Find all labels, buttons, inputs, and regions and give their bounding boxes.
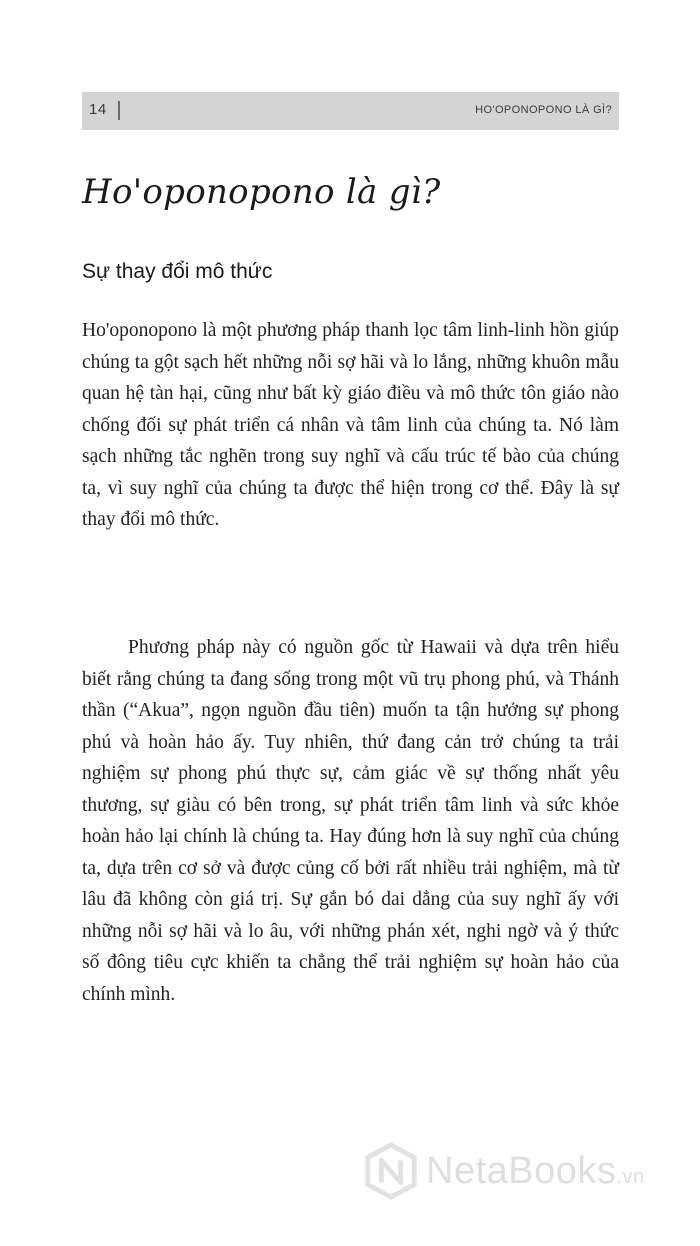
header-divider	[118, 101, 120, 120]
netabooks-logo-icon	[362, 1142, 420, 1200]
page-number: 14	[89, 101, 107, 118]
body-paragraph-2: Phương pháp này có nguồn gốc từ Hawaii và dựa trên hiểu biết rằng chúng ta đang sống trong một vũ trụ phong phú, và Thánh thần (“Akua”, ngọn nguồn đầu tiên) muốn ta tận hưởng sự phong phú và hoàn hảo ấy. Tuy nhiên, thứ đang cản trở chúng ta trải nghiệm sự phong phú thực sự, cảm giác về sự thống nhất yêu thương, sự giàu có bên trong, sự phát triển tâm linh và sức khỏe hoàn hảo lại chính là chúng ta. Hay đúng hơn là suy nghĩ của chúng ta, dựa trên cơ sở và được củng cố bởi rất nhiều trải nghiệm, mà từ lâu đã không còn giá trị. Sự gắn bó dai dẳng của suy nghĩ ấy với những nỗi sợ hãi và lo âu, với những phán xét, nghi ngờ và ý thức số đông tiêu cực khiến ta chẳng thể trải nghiệm sự hoàn hảo của chính mình.	[82, 637, 619, 1005]
running-header	[82, 92, 619, 130]
section-heading: Sự thay đổi mô thức	[82, 260, 273, 283]
running-head-title: HO'OPONOPONO LÀ GÌ?	[475, 104, 612, 116]
watermark-brand-text: NetaBooks.vn	[426, 1150, 645, 1192]
publisher-watermark	[362, 1140, 692, 1210]
chapter-title: Ho'oponopono là gì?	[82, 172, 441, 212]
body-paragraph-1: Ho'oponopono là một phương pháp thanh lọc tâm linh-linh hồn giúp chúng ta gột sạch hết những nỗi sợ hãi và lo lắng, những khuôn mẫu quan hệ tàn hại, cũng như bất kỳ giáo điều và mô thức tôn giáo nào chống đối sự phát triển cá nhân và tâm linh của chúng ta. Nó làm sạch những tắc nghẽn trong suy nghĩ và cấu trúc tế bào của chúng ta, vì suy nghĩ của chúng ta được thể hiện trong cơ thể. Đây là sự thay đổi mô thức.	[82, 320, 619, 530]
